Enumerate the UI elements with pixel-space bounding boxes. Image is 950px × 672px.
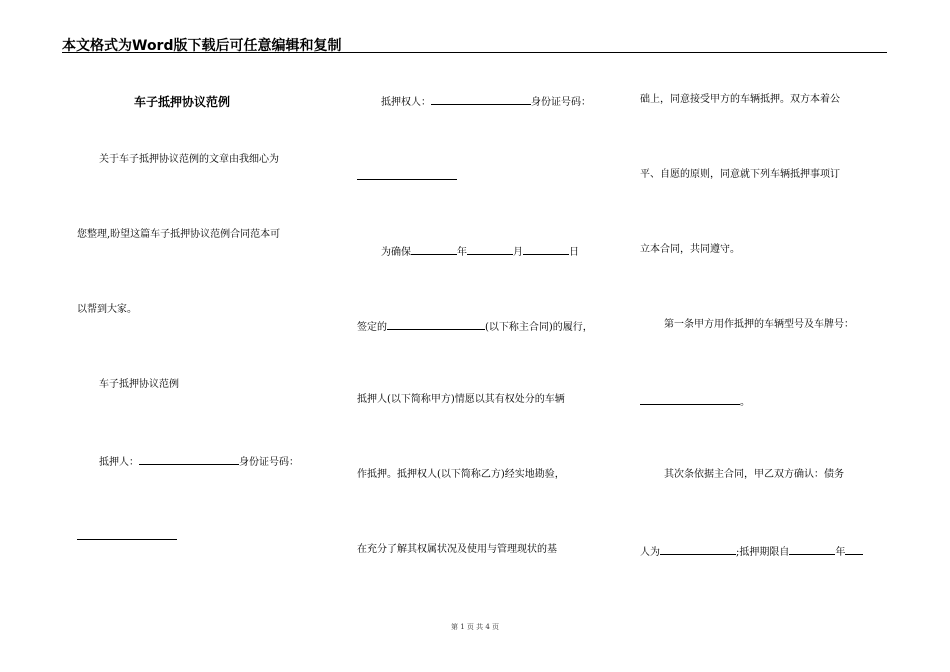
mortgagee-id-label: 身份证号码： [531,97,591,108]
vehicle-model-end: 。 [740,397,750,408]
day-blank [523,243,569,255]
col3-line-7 [640,543,863,560]
col2-line-7: 在充分了解其权属状况及使用与管理现状的基 [357,544,557,555]
debtor-label: 人为 [640,547,660,558]
mortgagor-id-label: 身份证号码： [239,457,299,468]
col3-line-4: 第一条甲方用作抵押的车辆型号及车牌号： [664,319,854,330]
term-year-label: 年 [835,547,846,558]
signed-label: 签定的 [357,322,387,333]
mortgagor-name-blank [139,453,239,465]
mortgagor-label: 抵押人： [99,457,139,468]
col1-line-6 [77,528,177,545]
col2-line-4 [357,318,593,335]
col3-line-6: 其次条依据主合同，甲乙双方确认：债务 [664,469,844,480]
mortgagee-label: 抵押权人： [381,97,431,108]
col3-line-5 [640,393,750,410]
header-divider [62,52,887,53]
page-number: 第 1 页 共 4 页 [450,623,500,631]
mortgagee-id-blank [357,168,457,180]
col1-line-3: 以帮到大家。 [77,304,137,315]
col1-line-5 [99,453,299,470]
col2-line-5: 抵押人(以下简称甲方)情愿以其有权处分的车辆 [357,394,565,405]
col1-line-1: 关于车子抵押协议范例的文章由我细心为 [99,154,279,165]
debtor-blank [660,543,736,555]
main-contract-label: (以下称主合同)的履行， [485,322,593,333]
term-label: ;抵押期限自 [736,547,790,558]
day-label: 日 [569,247,579,258]
document-header-title: 本文格式为Word版下载后可任意编辑和复制 [62,38,342,54]
month-label: 月 [513,247,523,258]
vehicle-model-blank [640,393,740,405]
col1-line-2: 您整理,盼望这篇车子抵押协议范例合同范本可 [77,229,281,240]
term-trailing-blank [845,543,863,555]
col3-line-2: 平、自愿的原则，同意就下列车辆抵押事项订 [640,169,840,180]
month-blank [467,243,513,255]
document-title: 车子抵押协议范例 [134,95,231,109]
col2-line-2 [357,168,457,185]
ensure-label: 为确保 [381,247,411,258]
mortgagee-name-blank [431,93,531,105]
col2-line-1 [381,93,591,110]
year-blank [411,243,457,255]
mortgagor-id-blank [77,528,177,540]
col3-line-1: 础上，同意接受甲方的车辆抵押。双方本着公 [640,94,840,105]
col2-line-3 [381,243,579,260]
year-label: 年 [457,247,467,258]
col3-line-3: 立本合同，共同遵守。 [640,244,740,255]
col1-line-4: 车子抵押协议范例 [99,379,179,390]
col2-line-6: 作抵押。抵押权人(以下简称乙方)经实地勘验， [357,469,565,480]
term-year-blank [789,543,835,555]
main-contract-blank [387,318,485,330]
